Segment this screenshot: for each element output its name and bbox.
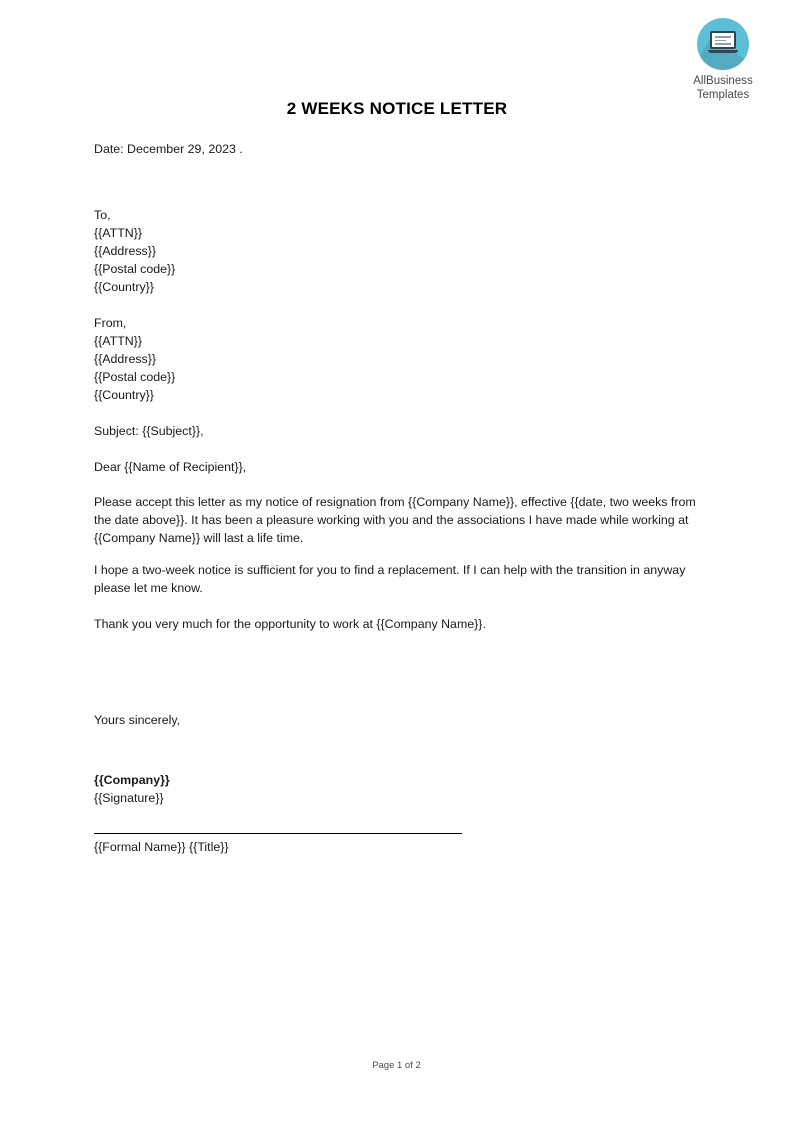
laptop-screen-line	[715, 36, 731, 38]
laptop-screen-line	[715, 43, 731, 45]
spacer	[94, 807, 700, 833]
to-address: {{Address}}	[94, 244, 157, 258]
from-heading: From,	[94, 316, 127, 330]
from-country: {{Country}}	[94, 388, 154, 402]
to-attn: {{ATTN}}	[94, 226, 142, 240]
salutation-line: Dear {{Name of Recipient}},	[94, 460, 247, 474]
formal-name-title-line: {{Formal Name}} {{Title}}	[94, 840, 229, 854]
to-country: {{Country}}	[94, 280, 154, 294]
closing-line: Yours sincerely,	[94, 713, 181, 727]
spacer	[94, 633, 700, 711]
laptop-screen-line	[715, 40, 726, 42]
from-postal-code: {{Postal code}}	[94, 370, 176, 384]
laptop-screen	[710, 31, 736, 49]
spacer	[94, 404, 700, 422]
body-paragraph-1: Please accept this letter as my notice of resignation from {{Company Name}}, effective {{date, two weeks from the date above}}. It has been a pleasure working with you and the associations I have made while working at {{Company Name}} will last a life time.	[94, 495, 696, 545]
laptop-icon	[708, 31, 738, 55]
company-placeholder: {{Company}}	[94, 773, 170, 787]
logo-circle	[697, 18, 749, 70]
from-address: {{Address}}	[94, 352, 157, 366]
spacer	[94, 476, 700, 493]
laptop-base	[708, 50, 738, 53]
spacer	[94, 440, 700, 458]
spacer	[94, 296, 700, 314]
to-heading: To,	[94, 208, 111, 222]
spacer	[94, 547, 700, 561]
page-indicator: Page 1 of 2	[372, 1060, 421, 1071]
logo-text-line-1: AllBusiness	[693, 75, 753, 87]
document-body	[94, 0, 700, 856]
spacer	[94, 597, 700, 615]
sender-address-block	[94, 314, 700, 404]
page-footer	[0, 1060, 793, 1071]
logo-text-line-2: Templates	[696, 88, 750, 101]
body-paragraph-3: Thank you very much for the opportunity to work at {{Company Name}}.	[94, 617, 486, 631]
body-paragraph-2: I hope a two-week notice is sufficient for you to find a replacement. If I can help with the transition in anyway please let me know.	[94, 563, 686, 595]
recipient-address-block	[94, 206, 700, 296]
spacer	[94, 158, 700, 206]
signature-placeholder: {{Signature}}	[94, 791, 164, 805]
date-line: Date: December 29, 2023 .	[94, 142, 243, 156]
page-title: 2 WEEKS NOTICE LETTER	[286, 99, 508, 118]
to-postal-code: {{Postal code}}	[94, 262, 176, 276]
subject-line: Subject: {{Subject}},	[94, 424, 204, 438]
spacer	[94, 729, 700, 771]
from-attn: {{ATTN}}	[94, 334, 142, 348]
